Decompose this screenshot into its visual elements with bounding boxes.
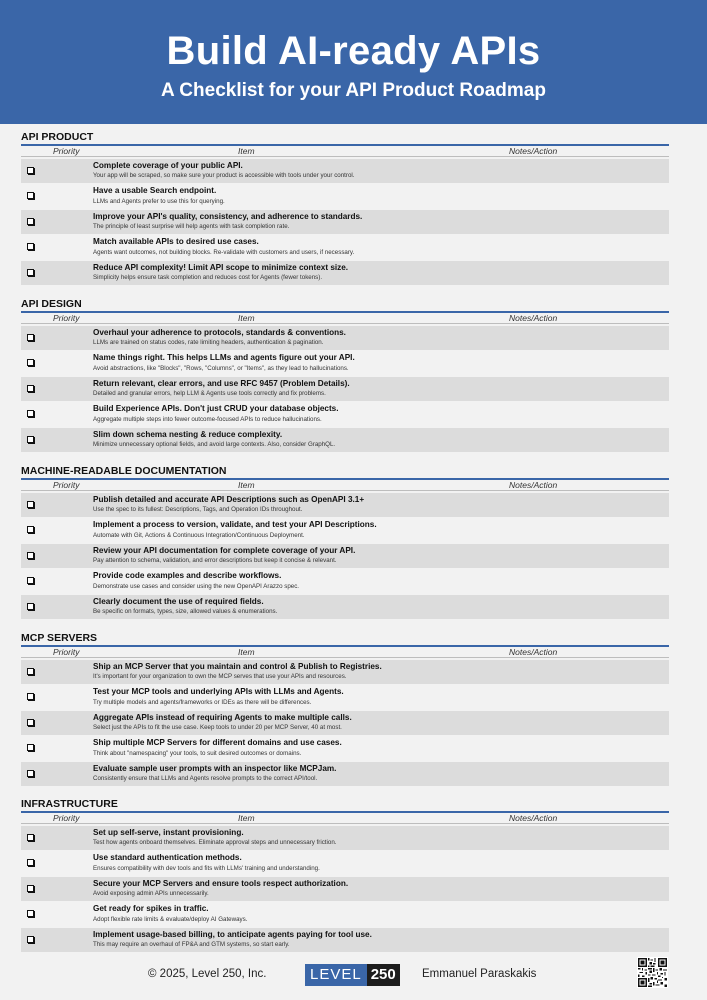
item-description: Consistently ensure that LLMs and Agents resolve prompts to the correct API/tool. — [93, 775, 318, 782]
item-description: It's important for your organization to own the MCP serves that use your APIs and resources. — [93, 673, 347, 680]
item-description: Demonstrate use cases and consider using the new OpenAPI Arazzo spec. — [93, 582, 300, 590]
item-description: Minimize unnecessary optional fields, and avoid large contexts. Also, consider GraphQL. — [93, 441, 336, 448]
checklist-row — [21, 851, 669, 875]
checkbox-icon[interactable] — [27, 410, 34, 417]
checklist-row — [21, 736, 669, 760]
column-header-priority: Priority — [53, 146, 80, 156]
copyright-text: © 2025, Level 250, Inc. — [148, 968, 267, 980]
checklist-row — [21, 518, 669, 542]
column-header-item: Item — [238, 480, 255, 490]
checklist-row — [21, 826, 669, 850]
item-title: Clearly document the use of required fields. — [93, 596, 264, 606]
column-header-priority: Priority — [53, 813, 80, 823]
section-api-product — [21, 131, 669, 285]
item-title: Ship an MCP Server that you maintain and control & Publish to Registries. — [93, 661, 382, 671]
item-description: Test how agents onboard themselves. Eliminate approval steps and unnecessary friction. — [93, 839, 337, 846]
checklist-row — [21, 377, 669, 401]
checkbox-icon[interactable] — [27, 577, 34, 584]
section-title: INFRASTRUCTURE — [21, 798, 118, 810]
checklist-row — [21, 235, 669, 259]
checklist-row — [21, 711, 669, 735]
item-title: Ship multiple MCP Servers for different domains and use cases. — [93, 738, 342, 747]
footer — [0, 958, 707, 994]
checkbox-icon[interactable] — [27, 359, 34, 366]
checklist-row — [21, 902, 669, 926]
checklist-row — [21, 326, 669, 350]
checklist-row — [21, 402, 669, 426]
checkbox-icon[interactable] — [27, 243, 34, 250]
item-description: Adopt flexible rate limits & evaluate/deploy AI Gateways. — [93, 915, 248, 923]
checkbox-icon[interactable] — [27, 719, 34, 726]
item-title: Implement usage-based billing, to anticipate agents paying for tool use. — [93, 929, 372, 939]
checklist-row — [21, 660, 669, 684]
column-header-item: Item — [238, 813, 255, 823]
column-headers — [21, 313, 669, 323]
item-description: Aggregate multiple steps into fewer outcome-focused APIs to reduce hallucinations. — [93, 415, 322, 423]
qr-code-icon — [637, 957, 668, 988]
item-title: Build Experience APIs. Don't just CRUD your database objects. — [93, 404, 339, 413]
checkbox-icon[interactable] — [27, 436, 34, 443]
checklist-row — [21, 351, 669, 375]
section-title: API DESIGN — [21, 298, 82, 310]
item-title: Implement a process to version, validate, and test your API Descriptions. — [93, 520, 377, 529]
checklist-row — [21, 210, 669, 234]
item-title: Provide code examples and describe workflows. — [93, 571, 282, 580]
page-title: Build AI-ready APIs — [166, 29, 541, 73]
header-divider — [21, 823, 669, 824]
checkbox-icon[interactable] — [27, 603, 34, 610]
column-header-item: Item — [238, 313, 255, 323]
author-name: Emmanuel Paraskakis — [422, 968, 537, 980]
column-headers — [21, 813, 669, 823]
column-header-notes: Notes/Action — [509, 647, 558, 657]
item-title: Use standard authentication methods. — [93, 853, 242, 862]
item-title: Publish detailed and accurate API Descriptions such as OpenAPI 3.1+ — [93, 494, 365, 504]
column-header-priority: Priority — [53, 647, 80, 657]
item-description: Be specific on formats, types, size, allowed values & enumerations. — [93, 608, 278, 615]
item-description: Your app will be scraped, so make sure your product is accessible with tools under your control. — [93, 172, 355, 179]
header-divider — [21, 657, 669, 658]
checkbox-icon[interactable] — [27, 859, 34, 866]
checkbox-icon[interactable] — [27, 668, 34, 675]
item-description: Avoid abstractions, like "Blocks", "Rows, "Columns", or "Items", as they lead to hallucinations. — [93, 364, 349, 372]
checklist-row — [21, 428, 669, 452]
item-description: Simplicity helps ensure task completion and reduces cost for Agents (fewer tokens). — [93, 274, 323, 281]
section-title: MCP SERVERS — [21, 632, 98, 644]
item-title: Match available APIs to desired use cases. — [93, 237, 259, 246]
checklist-row — [21, 184, 669, 208]
item-description: Try multiple models and agents/frameworks or IDEs as there will be differences. — [93, 698, 312, 706]
column-header-notes: Notes/Action — [509, 813, 558, 823]
item-title: Evaluate sample user prompts with an inspector like MCPJam. — [93, 763, 337, 773]
item-description: LLMs are trained on status codes, rate limiting headers, authentication & pagination. — [93, 339, 324, 346]
checkbox-icon[interactable] — [27, 693, 34, 700]
checklist-row — [21, 877, 669, 901]
item-title: Complete coverage of your public API. — [93, 160, 243, 170]
item-description: Use the spec to its fullest: Descriptions, Tags, and Operation IDs throughout. — [93, 506, 303, 513]
item-description: Think about "namespacing" your tools, to suit desired outcomes or domains. — [93, 749, 302, 757]
item-description: Ensures compatibility with dev tools and fits with LLMs' training and understanding. — [93, 864, 320, 872]
checklist-row — [21, 493, 669, 517]
item-title: Slim down schema nesting & reduce complexity. — [93, 429, 283, 439]
item-description: Pay attention to schema, validation, and error descriptions but keep it concise & relevant. — [93, 557, 337, 564]
column-header-notes: Notes/Action — [509, 480, 558, 490]
checklist-row — [21, 928, 669, 952]
level250-logo — [305, 964, 400, 986]
section-api-design — [21, 298, 669, 452]
checkbox-icon[interactable] — [27, 910, 34, 917]
item-title: Review your API documentation for complete coverage of your API. — [93, 545, 356, 555]
item-title: Have a usable Search endpoint. — [93, 186, 217, 195]
checkbox-icon[interactable] — [27, 167, 34, 174]
column-header-priority: Priority — [53, 313, 80, 323]
checklist-row — [21, 261, 669, 285]
item-title: Name things right. This helps LLMs and agents figure out your API. — [93, 353, 355, 362]
item-title: Improve your API's quality, consistency, and adherence to standards. — [93, 211, 363, 221]
checklist-row — [21, 762, 669, 786]
checkbox-icon[interactable] — [27, 334, 34, 341]
column-headers — [21, 146, 669, 156]
item-title: Secure your MCP Servers and ensure tools respect authorization. — [93, 878, 349, 888]
checkbox-icon[interactable] — [27, 501, 34, 508]
item-description: Select just the APIs to fit the use case. Keep tools to under 20 per MCP Server, 40 at most. — [93, 724, 342, 731]
section-title: MACHINE-READABLE DOCUMENTATION — [21, 465, 227, 477]
item-title: Return relevant, clear errors, and use RFC 9457 (Problem Details). — [93, 378, 350, 388]
section-title: API PRODUCT — [21, 131, 94, 143]
checklist-row — [21, 569, 669, 593]
column-header-notes: Notes/Action — [509, 313, 558, 323]
item-description: This may require an overhaul of FP&A and GTM systems, so start early. — [93, 941, 290, 948]
checkbox-icon[interactable] — [27, 552, 34, 559]
checkbox-icon[interactable] — [27, 385, 34, 392]
column-header-item: Item — [238, 647, 255, 657]
item-title: Overhaul your adherence to protocols, standards & conventions. — [93, 327, 346, 337]
item-title: Get ready for spikes in traffic. — [93, 904, 209, 913]
checkbox-icon[interactable] — [27, 744, 34, 751]
checkbox-icon[interactable] — [27, 218, 34, 225]
logo-right: 250 — [367, 964, 400, 986]
item-description: Automate with Git, Actions & Continuous Integration/Continuous Deployment. — [93, 531, 305, 539]
item-title: Aggregate APIs instead of requiring Agents to make multiple calls. — [93, 712, 352, 722]
header-divider — [21, 323, 669, 324]
column-header-notes: Notes/Action — [509, 146, 558, 156]
item-description: Detailed and granular errors, help LLM & Agents use tools correctly and fix problems. — [93, 390, 326, 397]
checkbox-icon[interactable] — [27, 770, 34, 777]
checklist-row — [21, 159, 669, 183]
section-machine-readable-documentation — [21, 465, 669, 619]
page-header — [0, 0, 707, 124]
column-headers — [21, 480, 669, 490]
column-header-item: Item — [238, 146, 255, 156]
logo-left: LEVEL — [305, 964, 367, 986]
item-title: Set up self-serve, instant provisioning. — [93, 827, 244, 837]
column-header-priority: Priority — [53, 480, 80, 490]
item-description: LLMs and Agents prefer to use this for querying. — [93, 197, 225, 205]
header-divider — [21, 490, 669, 491]
item-description: The principle of least surprise will help agents with task completion rate. — [93, 223, 290, 230]
checkbox-icon[interactable] — [27, 269, 34, 276]
checklist-row — [21, 595, 669, 619]
item-description: Agents want outcomes, not building blocks. Re-validate with customers and users, if necessary. — [93, 248, 355, 256]
checkbox-icon[interactable] — [27, 192, 34, 199]
section-mcp-servers — [21, 632, 669, 786]
checklist-row — [21, 685, 669, 709]
item-description: Avoid exposing admin APIs unnecessarily. — [93, 890, 209, 897]
checkbox-icon[interactable] — [27, 936, 34, 943]
page-subtitle: A Checklist for your API Product Roadmap — [161, 80, 546, 101]
checklist-row — [21, 544, 669, 568]
header-divider — [21, 156, 669, 157]
section-infrastructure — [21, 798, 669, 952]
checkbox-icon[interactable] — [27, 885, 34, 892]
column-headers — [21, 647, 669, 657]
item-title: Test your MCP tools and underlying APIs with LLMs and Agents. — [93, 687, 344, 696]
checkbox-icon[interactable] — [27, 526, 34, 533]
checkbox-icon[interactable] — [27, 834, 34, 841]
item-title: Reduce API complexity! Limit API scope to minimize context size. — [93, 262, 349, 272]
